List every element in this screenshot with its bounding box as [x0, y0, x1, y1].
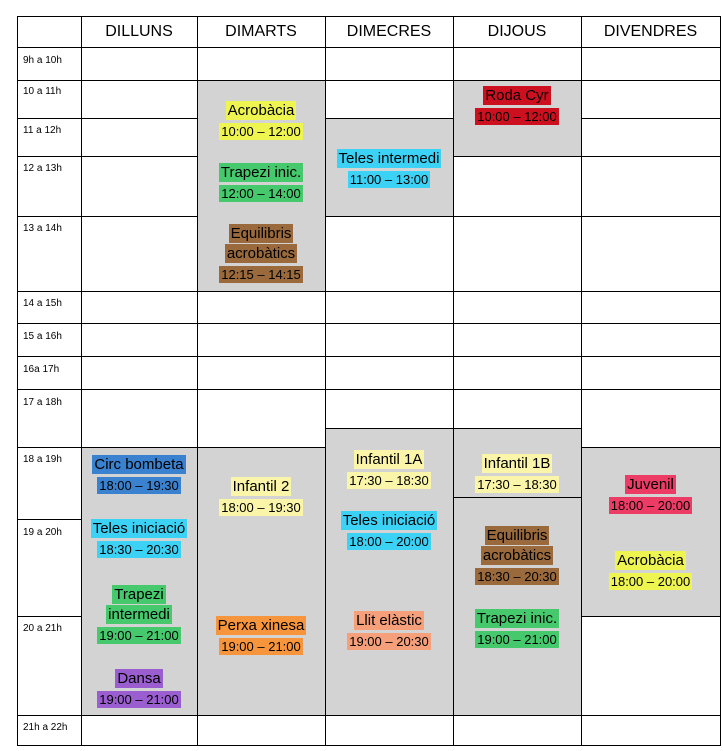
class-name: Perxa xinesa	[217, 617, 305, 634]
time-slot-label: 11 a 12h	[23, 125, 62, 136]
class-event	[197, 224, 325, 286]
class-name: Teles iniciació	[342, 512, 436, 529]
class-time: 19:00 – 21:00	[477, 632, 557, 647]
class-time: 18:00 – 20:00	[610, 574, 691, 589]
class-event	[453, 609, 581, 651]
class-time: 18:00 – 20:00	[349, 534, 429, 549]
grid-line	[17, 519, 81, 520]
grid-line	[325, 118, 453, 119]
time-slot-label: 12 a 13h	[23, 163, 62, 174]
class-time: 19:00 – 21:00	[99, 628, 179, 643]
grid-line	[17, 447, 325, 448]
class-event	[325, 149, 453, 191]
time-slot-label: 18 a 19h	[23, 454, 62, 465]
class-name: Infantil 1B	[483, 455, 551, 472]
class-event	[453, 454, 581, 496]
grid-line	[17, 156, 197, 157]
class-event	[453, 86, 581, 128]
grid-line	[17, 745, 720, 746]
class-event	[325, 511, 453, 553]
class-time: 11:00 – 13:00	[349, 172, 429, 187]
class-name: Equilibris acrobàtics	[482, 527, 552, 564]
class-time: 18:00 – 19:30	[99, 478, 179, 493]
grid-line	[453, 497, 581, 498]
class-name: Teles intermedi	[338, 150, 440, 167]
class-time: 12:00 – 14:00	[221, 186, 301, 201]
grid-line	[325, 216, 720, 217]
time-slot-label: 17 a 18h	[23, 397, 62, 408]
class-name: Circ bombeta	[94, 456, 184, 473]
class-time: 18:00 – 19:30	[221, 500, 301, 515]
class-name: Llit elàstic	[356, 612, 422, 629]
class-name: Teles iniciació	[92, 520, 186, 537]
class-time: 17:30 – 18:30	[477, 477, 557, 492]
grid-line	[17, 47, 720, 48]
class-event	[197, 163, 325, 205]
time-slot-label: 20 a 21h	[23, 623, 62, 634]
day-header-dilluns: DILLUNS	[105, 23, 173, 40]
class-time: 18:30 – 20:30	[99, 542, 179, 557]
time-slot-label: 15 a 16h	[23, 331, 62, 342]
class-name: Infantil 1A	[355, 451, 423, 468]
grid-line	[17, 323, 720, 324]
grid-line	[17, 16, 18, 746]
day-header-divendres: DIVENDRES	[603, 23, 698, 40]
time-slot-label: 21h a 22h	[23, 722, 68, 733]
class-event	[581, 475, 720, 517]
class-time: 18:30 – 20:30	[477, 569, 557, 584]
grid-line	[17, 80, 720, 81]
class-time: 17:30 – 18:30	[349, 473, 429, 488]
class-time: 10:00 – 12:00	[221, 124, 301, 139]
grid-line	[17, 356, 720, 357]
class-event	[81, 455, 197, 497]
grid-line	[17, 616, 81, 617]
grid-line	[17, 216, 197, 217]
class-name: Equilibris acrobàtics	[226, 225, 296, 262]
grid-line	[17, 291, 720, 292]
class-time: 18:00 – 20:00	[610, 498, 691, 513]
time-slot-label: 9h a 10h	[23, 55, 62, 66]
day-header-dimecres: DIMECRES	[346, 23, 432, 40]
class-time: 19:00 – 21:00	[99, 692, 179, 707]
grid-line	[581, 16, 582, 746]
grid-line	[17, 715, 720, 716]
class-name: Infantil 2	[232, 478, 290, 495]
class-name: Trapezi inic.	[220, 164, 302, 181]
class-event	[453, 526, 581, 588]
class-event	[81, 585, 197, 647]
grid-line	[581, 447, 720, 448]
grid-line	[453, 156, 720, 157]
time-slot-label: 16a 17h	[23, 364, 60, 375]
grid-line	[581, 616, 720, 617]
class-name: Trapezi intermedi	[108, 586, 170, 623]
day-header-dijous: DIJOUS	[487, 23, 547, 40]
class-event	[197, 101, 325, 143]
class-event	[325, 450, 453, 492]
time-slot-label: 19 a 20h	[23, 527, 62, 538]
class-event	[325, 611, 453, 653]
grid-line	[720, 16, 721, 746]
grid-line	[581, 118, 720, 119]
time-slot-label: 13 a 14h	[23, 223, 62, 234]
class-time: 12:15 – 14:15	[221, 267, 301, 282]
class-time: 19:00 – 20:30	[349, 634, 429, 649]
class-name: Roda Cyr	[485, 87, 549, 104]
day-header-dimarts: DIMARTS	[225, 23, 297, 40]
time-slot-label: 10 a 11h	[23, 86, 62, 97]
class-name: Acrobàcia	[227, 102, 295, 119]
class-event	[197, 477, 325, 519]
class-name: Juvenil	[627, 476, 674, 493]
class-event	[197, 616, 325, 658]
grid-line	[17, 118, 197, 119]
grid-line	[17, 389, 720, 390]
time-slot-label: 14 a 15h	[23, 298, 62, 309]
class-event	[81, 669, 197, 711]
class-name: Trapezi inic.	[476, 610, 558, 627]
class-event	[581, 551, 720, 593]
class-time: 10:00 – 12:00	[477, 109, 557, 124]
class-name: Dansa	[117, 670, 161, 687]
class-time: 19:00 – 21:00	[221, 639, 301, 654]
class-event	[81, 519, 197, 561]
class-name: Acrobàcia	[617, 552, 684, 569]
